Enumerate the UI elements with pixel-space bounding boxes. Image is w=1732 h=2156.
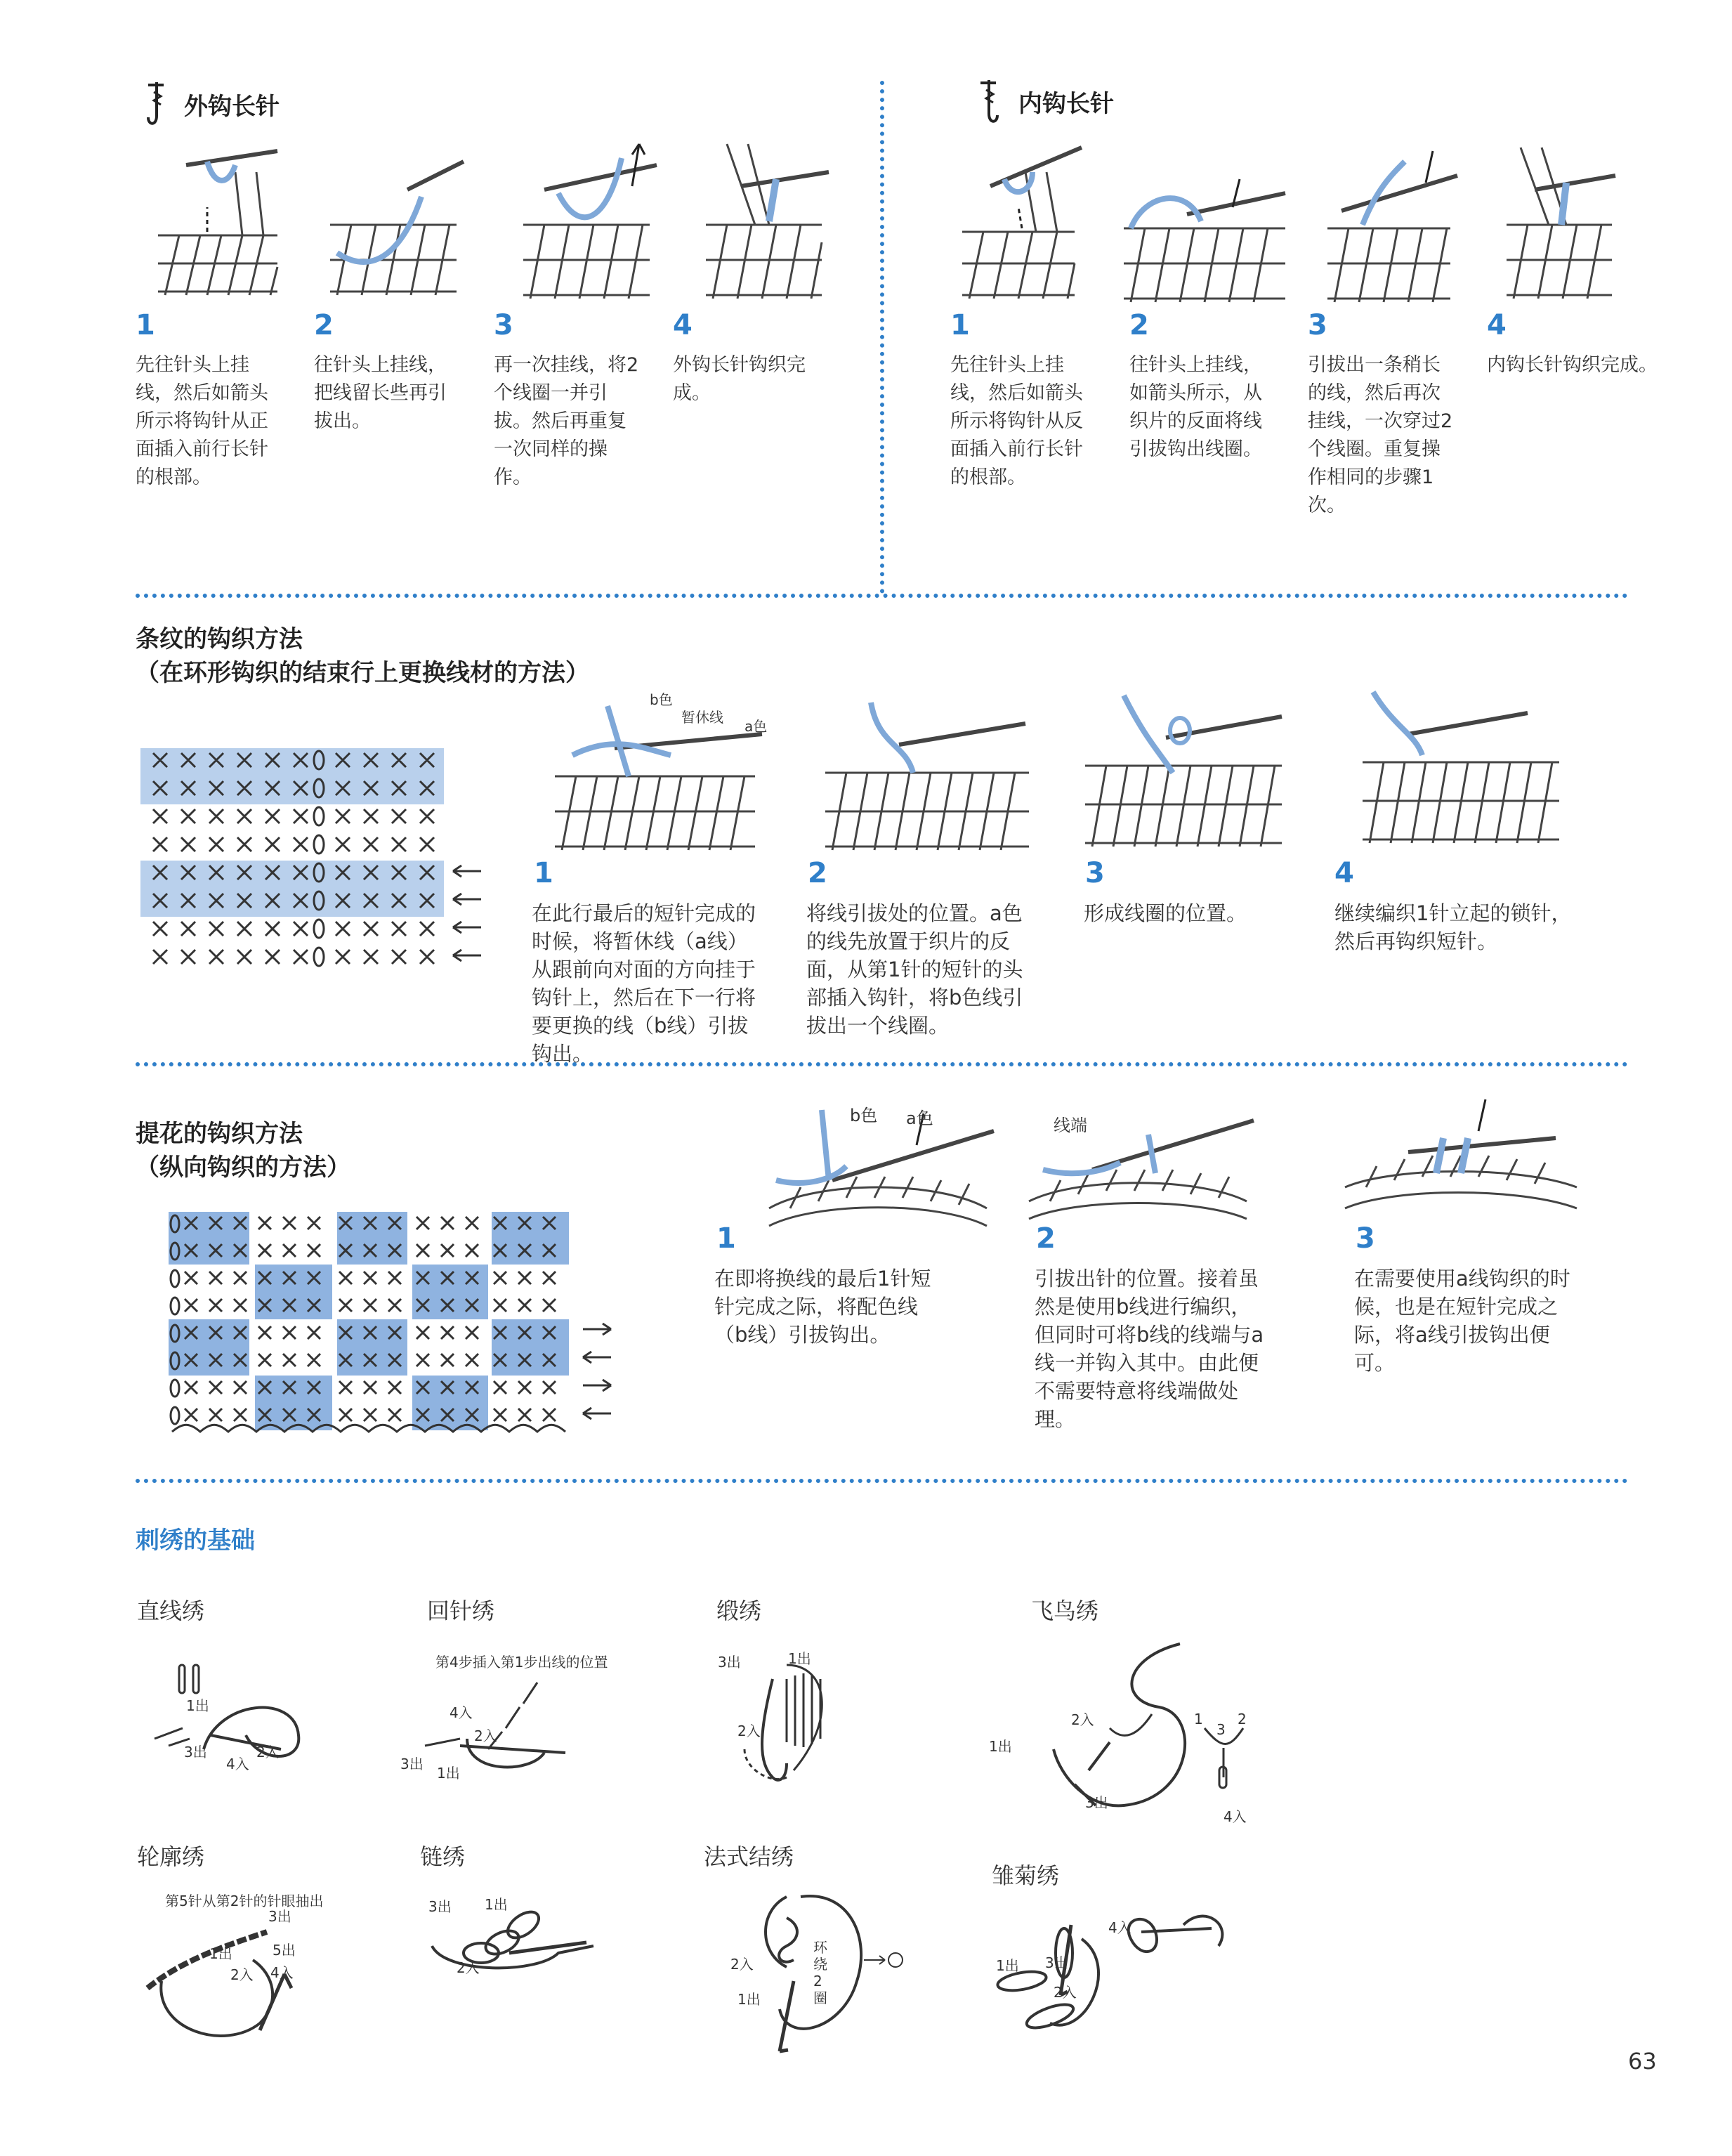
stitch-label: 1出 (996, 1957, 1019, 1974)
section-title-back-post: 内钩长针 (1018, 90, 1114, 118)
stitch-label: 3出 (428, 1898, 452, 1915)
stripe-title: 条纹的钩织方法 (136, 625, 303, 653)
label-rest-yarn: 暂休线 (681, 709, 723, 726)
stripe-illustration-1 (551, 692, 762, 854)
step-number: 4 (1334, 857, 1354, 889)
stripe-illustration-2 (822, 703, 1032, 854)
step-number: 1 (950, 309, 970, 341)
stitch-label: 环绕2圈 (813, 1939, 827, 2006)
stitch-label: 1出 (437, 1765, 460, 1782)
step-text: 引拔出针的位置。接着虽然是使用b线进行编织，但同时可将b线的线端与a线一并钩入其中。由此便不需要特意将线端做处理。 (1035, 1267, 1264, 1431)
stitch-label: 3出 (718, 1654, 741, 1671)
stitch-label: 1出 (737, 1991, 761, 2008)
section-divider (136, 1479, 1628, 1483)
stitch-label: 3 (1216, 1721, 1226, 1738)
page-number: 63 (1628, 2048, 1657, 2075)
label-a-color: a色 (906, 1109, 933, 1128)
label-a-color: a色 (744, 718, 768, 735)
step-number: 1 (534, 857, 553, 889)
back-post-illustration-3 (1320, 148, 1457, 302)
vertical-divider (880, 81, 884, 594)
step-text: 再一次挂线，将2个线圈一并引拔。然后再重复一次同样的操作。 (494, 354, 639, 488)
fly-stitch-diagram (1018, 1630, 1299, 1819)
step-number: 3 (494, 309, 513, 341)
step-number: 2 (1036, 1222, 1056, 1255)
stitch-label: 4入 (1108, 1919, 1131, 1936)
step-text: 外钩长针钩织完成。 (673, 354, 806, 404)
stitch-label: 1出 (788, 1650, 811, 1667)
step-text: 往针头上挂线，如箭头所示，从织片的反面将线引拔钩出线圈。 (1129, 354, 1262, 460)
embroidery-title: 刺绣的基础 (136, 1527, 255, 1555)
stitch-label: 3出 (1045, 1954, 1068, 1971)
stitch-name: 轮廓绣 (137, 1843, 205, 1870)
stitch-label: 3出 (1085, 1794, 1108, 1811)
stitch-note: 第4步插入第1步出线的位置 (435, 1654, 608, 1671)
stitch-label: 1出 (485, 1896, 508, 1913)
stitch-label: 2入 (730, 1956, 754, 1973)
section-divider (136, 594, 1628, 598)
step-number: 3 (1308, 309, 1327, 341)
stitch-label: 4入 (450, 1704, 473, 1721)
stitch-label: 2入 (737, 1723, 761, 1739)
stitch-label: 5出 (273, 1942, 296, 1959)
jacquard-title: 提花的钩织方法 (136, 1120, 303, 1148)
step-number: 3 (1085, 857, 1105, 889)
step-text: 在需要使用a线钩织的时候，也是在短针完成之际，将a线引拔钩出便可。 (1354, 1267, 1570, 1375)
back-post-illustration-4 (1500, 141, 1615, 302)
step-number: 2 (314, 309, 334, 341)
step-text: 继续编织1针立起的锁针，然后再钩织短针。 (1334, 901, 1572, 953)
stitch-label: 3出 (184, 1744, 207, 1760)
stitch-name: 雏菊绣 (992, 1862, 1060, 1889)
step-text: 引拔出一条稍长的线，然后再次挂线，一次穿过2个线圈。重复操作相同的步骤1次。 (1308, 354, 1453, 516)
backstitch-diagram (404, 1668, 586, 1774)
stitch-label: 2入 (230, 1966, 254, 1983)
stitch-name: 法式结绣 (704, 1843, 794, 1870)
stitch-name: 飞鸟绣 (1031, 1598, 1099, 1624)
stitch-label: 2入 (474, 1727, 497, 1744)
jacquard-illustration-1 (762, 1103, 994, 1233)
stitch-label: 1 (1194, 1711, 1203, 1727)
stitch-label: 1出 (989, 1738, 1012, 1755)
step-text: 往针头上挂线，把线留长些再引拔出。 (314, 354, 447, 432)
stripe-chart (140, 745, 492, 976)
stitch-name: 回针绣 (427, 1598, 495, 1624)
stitch-name: 缎绣 (716, 1598, 762, 1624)
step-text: 在即将换线的最后1针短针完成之际，将配色线（b线）引拔钩出。 (714, 1267, 931, 1347)
stitch-note: 第5针从第2针的针眼抽出 (165, 1893, 324, 1909)
front-post-illustration-3 (516, 137, 657, 306)
stitch-label: 4入 (270, 1964, 294, 1981)
step-number: 2 (1129, 309, 1149, 341)
front-post-illustration-1 (151, 144, 284, 306)
back-post-illustration-1 (955, 144, 1082, 302)
stitch-label: 2入 (457, 1959, 480, 1976)
step-number: 2 (808, 857, 827, 889)
step-number: 4 (673, 309, 693, 341)
step-text: 将线引拔处的位置。a色的线先放置于织片的反面，从第1针的短针的头部插入钩针，将b色线引拔出一个线圈。 (806, 901, 1023, 1038)
stitch-label: 4入 (1223, 1808, 1247, 1825)
hook-icon (144, 81, 172, 133)
stripe-illustration-4 (1359, 692, 1563, 847)
stitch-name: 链绣 (420, 1843, 466, 1870)
label-yarn-end: 线端 (1054, 1116, 1087, 1135)
section-divider (136, 1062, 1628, 1066)
step-number: 4 (1487, 309, 1507, 341)
stitch-label: 1出 (209, 1945, 232, 1962)
step-number: 3 (1356, 1222, 1375, 1255)
stitch-name: 直线绣 (137, 1598, 205, 1624)
step-text: 在此行最后的短针完成的时候，将暂休线（a线）从跟前向对面的方向挂于钩针上，然后在下一行将要更换的线（b线）引拔钩出。 (532, 901, 756, 1066)
hook-icon (976, 79, 1004, 131)
step-text: 内钩长针钩织完成。 (1487, 354, 1658, 376)
stitch-label: 2 (1238, 1711, 1247, 1727)
french-knot-diagram (730, 1869, 941, 2065)
section-title-front-post: 外钩长针 (184, 93, 280, 121)
stitch-label: 3出 (268, 1908, 291, 1925)
step-number: 1 (716, 1222, 736, 1255)
label-b-color: b色 (850, 1106, 878, 1125)
front-post-illustration-4 (699, 137, 829, 306)
jacquard-subtitle: （纵向钩织的方法） (136, 1154, 350, 1182)
step-text: 形成线圈的位置。 (1084, 901, 1247, 925)
stitch-label: 4入 (226, 1756, 249, 1772)
stitch-label: 2入 (1054, 1984, 1077, 2001)
step-text: 先往针头上挂线，然后如箭头所示将钩针从正面插入前行长针的根部。 (136, 354, 268, 488)
stitch-label: 3出 (400, 1756, 424, 1772)
stripe-subtitle: （在环形钩织的结束行上更换线材的方法） (136, 659, 589, 687)
jacquard-chart (165, 1208, 629, 1440)
stitch-label: 2入 (256, 1744, 280, 1760)
step-text: 先往针头上挂线，然后如箭头所示将钩针从反面插入前行长针的根部。 (950, 354, 1083, 488)
jacquard-illustration-3 (1338, 1096, 1584, 1222)
front-post-illustration-2 (323, 148, 464, 302)
stripe-illustration-3 (1082, 695, 1285, 850)
label-b-color: b色 (650, 691, 673, 708)
back-post-illustration-2 (1117, 172, 1292, 302)
stitch-label: 1出 (186, 1697, 209, 1714)
stitch-label: 2入 (1071, 1711, 1094, 1728)
step-number: 1 (136, 309, 155, 341)
